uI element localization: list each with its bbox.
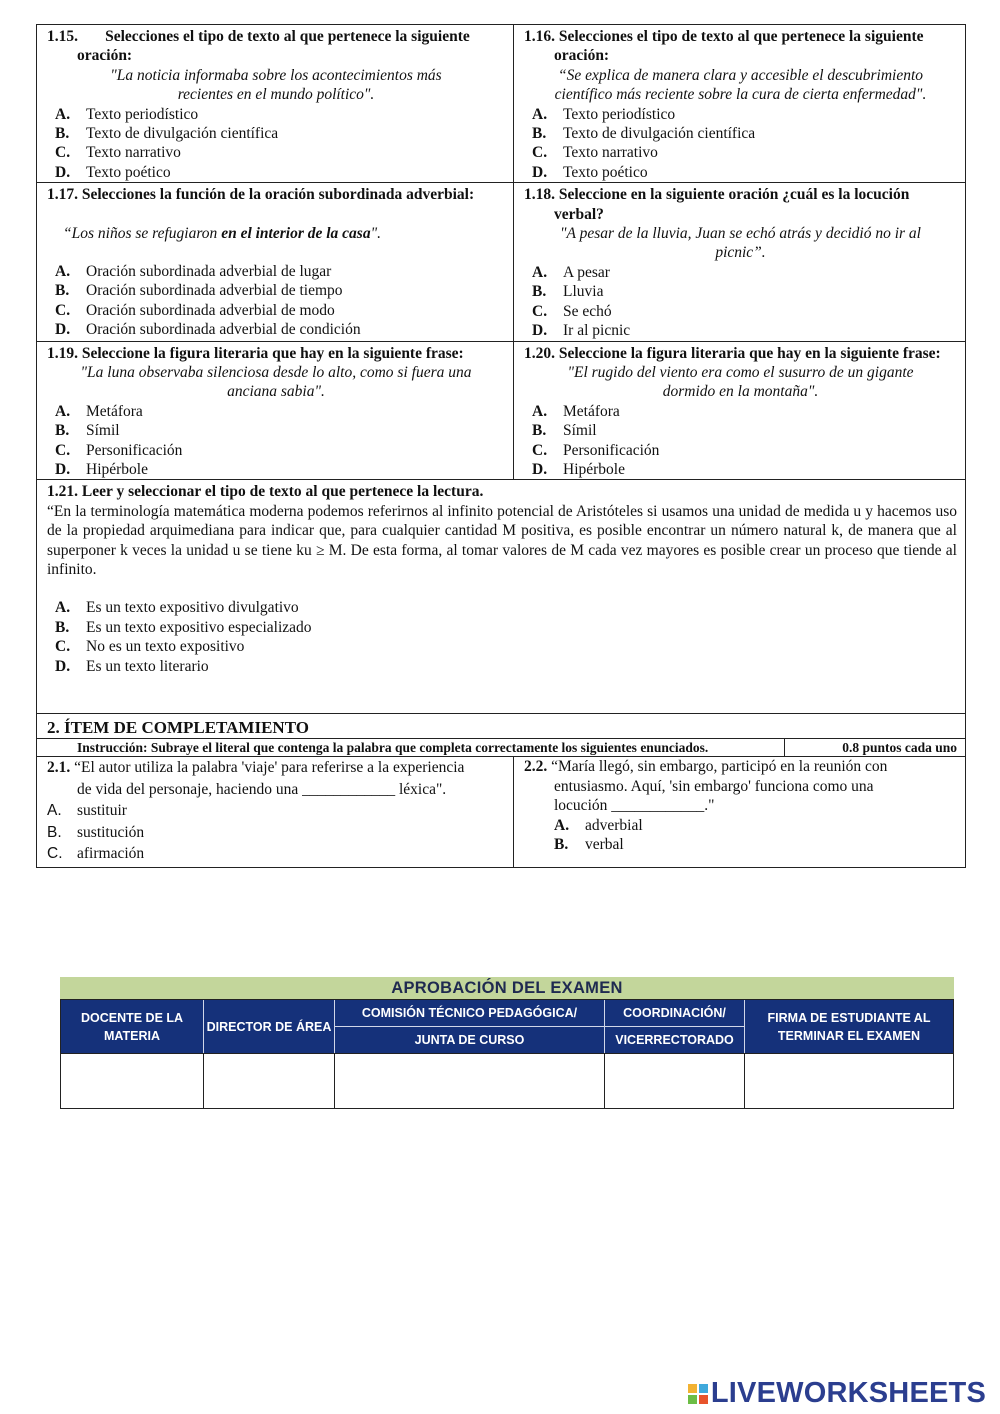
question-quote (47, 224, 505, 243)
quote-line: picnic”. (715, 244, 766, 262)
option-text: Personificación (86, 441, 183, 459)
quote-line: "La luna observaba silenciosa desde lo alto, como si fuera una (80, 363, 472, 381)
option-text: Texto de divulgación científica (563, 125, 756, 143)
exam-table (36, 24, 966, 868)
logo-square (688, 1395, 697, 1404)
option-letter: A. (532, 402, 548, 420)
option-letter: D. (532, 322, 548, 340)
liveworksheets-logo-icon (688, 1384, 708, 1404)
option-text: Texto narrativo (563, 144, 658, 162)
question-1-16 (514, 25, 965, 182)
option-b[interactable] (47, 618, 957, 637)
question-row (37, 342, 965, 481)
option-letter: A. (55, 105, 71, 123)
option-letter: B. (55, 618, 70, 636)
quote-line: "La noticia informaba sobre los acontecimientos más (110, 66, 442, 84)
option-c[interactable] (524, 441, 957, 460)
signature-cell-comision[interactable] (335, 1054, 605, 1108)
quote-line: “Se explica de manera clara y accesible el descubrimiento (558, 66, 923, 84)
option-text: Hipérbole (86, 460, 148, 478)
option-d[interactable] (47, 657, 957, 676)
quote-text: ". (370, 224, 381, 242)
option-letter: B. (532, 125, 547, 143)
quote-bold-text: en el interior de la casa (221, 224, 371, 242)
instruction-text: Instrucción: Subraye el literal que contenga la palabra que completa correctamente los siguientes enunciados. (37, 739, 785, 756)
option-d[interactable] (47, 163, 505, 182)
option-letter: B. (55, 125, 70, 143)
question-title-text: 1.16. Selecciones el tipo de texto al que pertenece la siguiente (524, 28, 924, 45)
completion-questions (37, 756, 965, 867)
section-title: 2. ÍTEM DE COMPLETAMIENTO (47, 718, 309, 738)
option-a[interactable] (524, 816, 957, 835)
question-stem (524, 757, 957, 776)
logo-square (699, 1384, 708, 1393)
option-text: Personificación (563, 441, 660, 459)
spacer (47, 243, 505, 262)
points-text: 0.8 puntos cada uno (842, 740, 957, 756)
question-stem (47, 757, 505, 779)
question-text: de vida del personaje, haciendo una ____________ léxica". (77, 780, 447, 798)
quote-text: “Los niños se refugiaron (63, 224, 222, 242)
option-letter: A. (532, 263, 548, 281)
option-letter: C. (532, 441, 548, 459)
option-letter: A. (554, 816, 570, 834)
option-letter: D. (532, 460, 548, 478)
option-text: Oración subordinada adverbial de modo (86, 301, 335, 319)
option-c[interactable] (47, 843, 505, 865)
quote-line: científico más reciente sobre la cura de cierta enfermedad". (554, 86, 927, 104)
option-text: Metáfora (563, 402, 620, 420)
header-coordinacion-top: COORDINACIÓN/ (605, 1000, 744, 1027)
question-title-text: Selecciones el tipo de texto al que pertenece la siguiente (105, 28, 470, 45)
option-text: No es un texto expositivo (86, 638, 245, 656)
header-comision-top: COMISIÓN TÉCNICO PEDAGÓGICA/ (335, 1000, 604, 1027)
question-title-text: verbal? (554, 205, 604, 223)
option-d[interactable] (524, 460, 957, 479)
option-letter: B. (47, 823, 62, 841)
question-text: “María llegó, sin embargo, participó en la reunión con (551, 758, 888, 776)
option-letter: D. (532, 163, 548, 181)
question-1-15 (37, 25, 514, 182)
question-1-19 (37, 342, 514, 480)
option-a[interactable] (524, 263, 957, 282)
question-quote (524, 363, 957, 402)
quote-line: "El rugido del viento era como el susurro de un gigante (567, 363, 914, 381)
option-text: Texto periodístico (563, 105, 676, 123)
option-a[interactable] (47, 598, 957, 617)
option-c[interactable] (524, 302, 957, 321)
option-c[interactable] (47, 301, 505, 320)
option-letter: A. (55, 263, 71, 281)
quote-line: "A pesar de la lluvia, Juan se echó atrás y decidió no ir al (560, 225, 921, 243)
option-letter: D. (55, 657, 71, 675)
option-text: Símil (563, 422, 597, 440)
option-letter: B. (55, 282, 70, 300)
option-letter: A. (47, 802, 62, 820)
quote-line: dormido en la montaña". (662, 383, 819, 401)
header-docente: DOCENTE DE LA MATERIA (61, 1000, 204, 1053)
option-d[interactable] (47, 460, 505, 479)
question-title (47, 27, 505, 66)
option-text: Símil (86, 422, 120, 440)
option-d[interactable] (524, 321, 957, 340)
option-letter: C. (55, 441, 71, 459)
question-quote (524, 66, 957, 105)
question-text: locución ____________." (554, 797, 715, 815)
option-text: Texto poético (86, 163, 171, 181)
question-row (37, 480, 965, 714)
reading-paragraph: “En la terminología matemática moderna podemos referirnos al infinito potencial de Aristóteles si usamos una unidad de medida u y hacemos uso de la propiedad arquimediana para indicar que, para cualquier cantidad M positiva, es posible encontrar un número natural k, de manera que al superponer k veces la unidad u se tiene ku ≥ M. De esta forma, al tomar valores de M cada vez mayores es posible crear un proceso que tiende al infinito. (47, 502, 957, 578)
header-coordinacion (605, 1000, 745, 1053)
option-c[interactable] (47, 143, 505, 162)
question-number: 2.1. (47, 759, 71, 777)
option-a[interactable] (524, 105, 957, 124)
option-text: A pesar (563, 263, 610, 281)
option-b[interactable] (524, 421, 957, 440)
question-1-17 (37, 183, 514, 340)
question-quote (47, 363, 505, 402)
option-letter: C. (47, 845, 63, 863)
header-coordinacion-bottom: VICERRECTORADO (615, 1032, 734, 1047)
option-text: Texto de divulgación científica (86, 125, 279, 143)
liveworksheets-brand (688, 1377, 986, 1410)
option-letter: B. (55, 422, 70, 440)
question-1-20 (514, 342, 965, 480)
logo-square (699, 1395, 708, 1404)
option-a[interactable] (47, 402, 505, 421)
approval-header (60, 999, 954, 1053)
option-text: Se echó (563, 302, 612, 320)
option-a[interactable] (47, 262, 505, 281)
option-letter: B. (554, 835, 569, 853)
option-text: Oración subordinada adverbial de tiempo (86, 282, 343, 300)
option-letter: C. (532, 302, 548, 320)
question-title: 1.21. Leer y seleccionar el tipo de texto al que pertenece la lectura. (47, 483, 484, 501)
brand-text: LIVEWORKSHEETS (710, 1377, 986, 1409)
option-text: Ir al picnic (563, 322, 631, 340)
question-quote (47, 66, 505, 105)
option-b[interactable] (524, 835, 957, 854)
question-number: 1.15. (47, 28, 78, 45)
quote-line: anciana sabia". (227, 383, 325, 401)
signature-cell-director[interactable] (204, 1054, 335, 1108)
option-text: Texto periodístico (86, 105, 199, 123)
option-text: verbal (585, 835, 624, 853)
approval-title: APROBACIÓN DEL EXAMEN (60, 977, 954, 999)
question-2-1 (37, 757, 514, 867)
question-title (524, 27, 957, 66)
approval-signature-row (60, 1053, 954, 1109)
option-letter: B. (532, 283, 547, 301)
instruction-row (37, 738, 965, 756)
question-title-text: 1.18. Seleccione en la siguiente oración ¿cuál es la locución (524, 186, 910, 204)
option-letter: D. (55, 460, 71, 478)
question-text: “El autor utiliza la palabra 'viaje' para referirse a la experiencia (74, 759, 465, 777)
option-d[interactable] (47, 320, 505, 339)
option-text: Hipérbole (563, 460, 625, 478)
option-b[interactable] (47, 822, 505, 844)
header-comision-bottom: JUNTA DE CURSO (414, 1032, 525, 1047)
option-b[interactable] (524, 282, 957, 301)
option-c[interactable] (47, 637, 957, 656)
question-row (37, 25, 965, 183)
question-row (37, 183, 965, 341)
signature-cell-coordinacion[interactable] (605, 1054, 745, 1108)
option-b[interactable] (47, 281, 505, 300)
question-title: 1.20. Seleccione la figura literaria que hay en la siguiente frase: (524, 344, 941, 362)
option-letter: C. (55, 301, 71, 319)
header-comision (335, 1000, 605, 1053)
option-text: sustituir (77, 802, 127, 820)
option-text: Oración subordinada adverbial de lugar (86, 263, 332, 281)
option-letter: D. (55, 321, 71, 339)
option-text: Texto poético (563, 163, 648, 181)
option-a[interactable] (47, 105, 505, 124)
question-1-21 (37, 480, 965, 713)
option-text: Es un texto literario (86, 657, 209, 675)
option-text: Es un texto expositivo especializado (86, 618, 312, 636)
option-text: Lluvia (563, 283, 604, 301)
option-letter: A. (55, 599, 71, 617)
option-letter: A. (532, 105, 548, 123)
option-text: adverbial (585, 816, 643, 834)
signature-cell-docente[interactable] (61, 1054, 204, 1108)
question-number: 2.2. (524, 758, 548, 776)
option-text: Es un texto expositivo divulgativo (86, 599, 299, 617)
approval-table (60, 977, 954, 1109)
question-title: 1.17. Selecciones la función de la oración subordinada adverbial: (47, 186, 475, 204)
header-firma: FIRMA DE ESTUDIANTE AL TERMINAR EL EXAMEN (767, 1010, 931, 1043)
option-b[interactable] (47, 421, 505, 440)
logo-square (688, 1384, 697, 1393)
question-title-text: oración: (77, 47, 133, 65)
signature-cell-estudiante[interactable] (745, 1054, 953, 1108)
question-title-text: oración: (554, 47, 610, 65)
option-text: afirmación (77, 845, 145, 863)
option-b[interactable] (524, 124, 957, 143)
question-text: entusiasmo. Aquí, 'sin embargo' funciona como una (554, 777, 874, 795)
option-d[interactable] (524, 163, 957, 182)
option-c[interactable] (47, 441, 505, 460)
option-a[interactable] (47, 800, 505, 822)
question-title: 1.19. Seleccione la figura literaria que hay en la siguiente frase: (47, 344, 464, 362)
option-letter: A. (55, 402, 71, 420)
spacer (47, 579, 957, 598)
header-director: DIRECTOR DE ÁREA (204, 1000, 335, 1053)
option-text: Texto narrativo (86, 144, 181, 162)
question-title (524, 185, 957, 224)
spacer (47, 205, 505, 224)
question-quote (524, 224, 957, 263)
section-2 (37, 714, 965, 867)
option-letter: C. (55, 638, 71, 656)
option-c[interactable] (524, 143, 957, 162)
option-a[interactable] (524, 402, 957, 421)
option-text: Oración subordinada adverbial de condición (86, 321, 361, 339)
option-text: Metáfora (86, 402, 143, 420)
option-text: sustitución (77, 823, 145, 841)
option-letter: C. (55, 144, 71, 162)
question-1-18 (514, 183, 965, 340)
option-letter: D. (55, 163, 71, 181)
quote-line: recientes en el mundo político". (177, 86, 375, 104)
option-b[interactable] (47, 124, 505, 143)
option-letter: C. (532, 144, 548, 162)
option-letter: B. (532, 422, 547, 440)
question-2-2 (514, 757, 965, 867)
